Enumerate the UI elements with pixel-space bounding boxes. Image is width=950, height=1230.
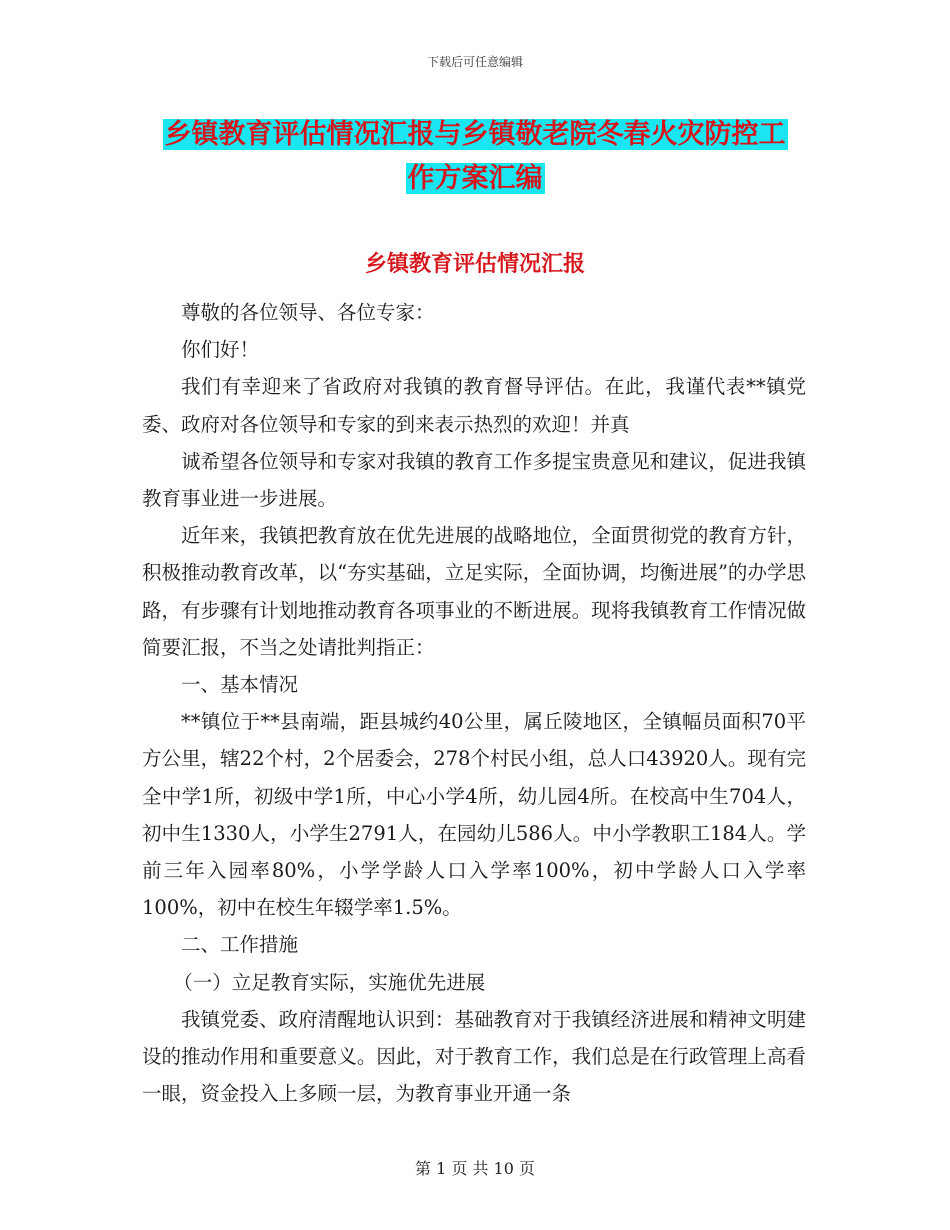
paragraph: 我镇党委、政府清醒地认识到：基础教育对于我镇经济进展和精神文明建设的推动作用和重要意义。因此，对于教育工作，我们总是在行政管理上高看一眼，资金投入上多顾一层，为教育事业开通一条 bbox=[142, 1007, 806, 1106]
paragraph: 尊敬的各位领导、各位专家： bbox=[181, 301, 435, 324]
paragraph: 近年来，我镇把教育放在优先进展的战略地位，全面贯彻党的教育方针，积极推动教育改革，以“夯实基础，立足实际，全面协调，均衡进展”的办学思路，有步骤有计划地推动教育各项事业的不断进展。现将我镇教育工作情况做简要汇报，不当之处请批判指正： bbox=[142, 524, 806, 659]
page-footer: 第 1 页 共 10 页 bbox=[415, 1159, 535, 1178]
header-note: 下载后可任意编辑 bbox=[426, 55, 523, 69]
section-heading: 二、工作措施 bbox=[181, 933, 299, 957]
section-heading: 一、基本情况 bbox=[181, 673, 299, 697]
paragraph: 你们好！ bbox=[181, 338, 260, 362]
subsection-heading: （一）立足教育实际，实施优先进展 bbox=[173, 970, 486, 994]
paragraph: **镇位于**县南端，距县城约40公里，属丘陵地区，全镇幅员面积70平方公里，辖22个村，2个居委会，278个村民小组，总人口43920人。现有完全中学1所，初级中学1所，中心小学4所，幼儿园4所。在校高中生704人，初中生1330人，小学生2791人，在园幼儿586人。中小学教职工184人。学前三年入园率80%，小学学龄人口入学率100%，初中学龄人口入学率100%，初中在校生年辍学率1.5%。 bbox=[142, 710, 806, 920]
document-title-line-2: 作方案汇编 bbox=[407, 163, 543, 194]
body-text bbox=[142, 294, 806, 1112]
paragraph: 诚希望各位领导和专家对我镇的教育工作多提宝贵意见和建议，促进我镇教育事业进一步进展。 bbox=[142, 449, 806, 511]
document-title-line-1: 乡镇教育评估情况汇报与乡镇敬老院冬春火灾防控工 bbox=[164, 119, 786, 150]
section-title: 乡镇教育评估情况汇报 bbox=[364, 251, 585, 277]
paragraph: 我们有幸迎来了省政府对我镇的教育督导评估。在此，我谨代表**镇党委、政府对各位领导和专家的到来表示热烈的欢迎！并真 bbox=[142, 375, 806, 436]
